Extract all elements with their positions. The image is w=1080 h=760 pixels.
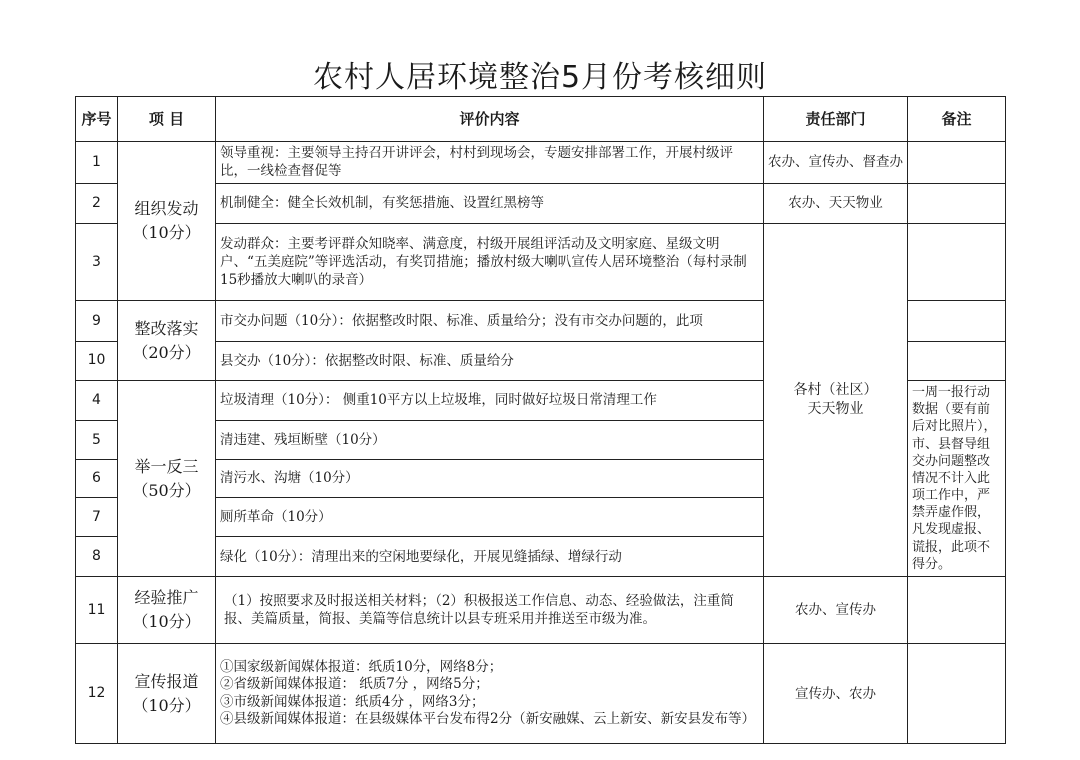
row-number: 2 <box>76 183 118 224</box>
row-number: 6 <box>76 459 118 498</box>
row-number: 12 <box>76 644 118 744</box>
header-seq: 序号 <box>76 97 118 142</box>
header-row <box>76 97 1006 142</box>
table-row <box>76 577 1006 644</box>
header-item: 项 目 <box>118 97 216 142</box>
category-name: 举一反三 <box>134 456 199 476</box>
media-line: ②省级新闻媒体报道： 纸质7分 ，网络5分； <box>220 676 489 693</box>
table-row <box>76 183 1006 224</box>
row-number: 1 <box>76 141 118 183</box>
row-number: 7 <box>76 498 118 537</box>
row-number: 3 <box>76 224 118 301</box>
table-row <box>76 224 1006 301</box>
category-juyi <box>118 380 216 577</box>
header-content: 评价内容 <box>216 97 764 142</box>
row-dept: 农办、天天物业 <box>764 183 908 224</box>
category-score: （20分） <box>132 342 201 362</box>
media-list <box>216 644 764 744</box>
category-name: 经验推广 <box>134 588 199 608</box>
page-title: 农村人居环境整治5月份考核细则 <box>312 60 768 95</box>
row-content: 机制健全：健全长效机制，有奖惩措施、设置红黑榜等 <box>216 183 764 224</box>
row-dept: 农办、宣传办 <box>764 577 908 644</box>
category-name: 整改落实 <box>134 318 199 338</box>
row-remark <box>908 183 1006 224</box>
category-org <box>118 141 216 301</box>
category-pub <box>118 644 216 744</box>
row-number: 11 <box>76 577 118 644</box>
category-score: （10分） <box>132 695 201 715</box>
table-row <box>76 644 1006 744</box>
row-content: 垃圾清理（10分）： 侧重10平方以上垃圾堆，同时做好垃圾日常清理工作 <box>216 380 764 421</box>
row-remark <box>908 342 1006 381</box>
row-dept: 宣传办、农办 <box>764 644 908 744</box>
row-content: （1）按照要求及时报送相关材料；（2）积极报送工作信息、动态、经验做法，注重简报、美篇质量，简报、美篇等信息统计以县专班采用并推送至市级为准。 <box>216 577 764 644</box>
row-content: 清违建、残垣断壁（10分） <box>216 421 764 460</box>
table-row <box>76 141 1006 183</box>
media-line: ③市级新闻媒体报道：纸质4分 ，网络3分； <box>220 693 485 710</box>
category-name: 宣传报道 <box>134 671 199 691</box>
category-score: （10分） <box>132 612 201 632</box>
remark-note: 一周一报行动数据（要有前后对比照片），市、县督导组交办问题整改情况不计入此项工作中，严禁弄虚作假，凡发现虚报、谎报，此项不得分。 <box>908 380 1006 577</box>
row-content: 领导重视：主要领导主持召开讲评会，村村到现场会，专题安排部署工作，开展村级评比，一线检查督促等 <box>216 141 764 183</box>
row-remark <box>908 141 1006 183</box>
category-score: （50分） <box>132 480 201 500</box>
row-content: 县交办（10分）：依据整改时限、标准、质量给分 <box>216 342 764 381</box>
assessment-table <box>75 96 1006 744</box>
row-remark <box>908 577 1006 644</box>
shared-dept: 各村（社区） 天天物业 <box>764 224 908 577</box>
row-number: 10 <box>76 342 118 381</box>
row-dept: 农办、宣传办、督查办 <box>764 141 908 183</box>
media-line: ④县级新闻媒体报道：在县级媒体平台发布得2分（新安融媒、云上新安、新安县发布等） <box>220 711 756 728</box>
category-fix <box>118 301 216 380</box>
row-content: 市交办问题（10分）：依据整改时限、标准、质量给分；没有市交办问题的，此项 <box>216 301 764 342</box>
header-remark: 备注 <box>908 97 1006 142</box>
row-content: 绿化（10分）：清理出来的空闲地要绿化，开展见缝插绿、增绿行动 <box>216 536 764 577</box>
header-dept: 责任部门 <box>764 97 908 142</box>
row-remark <box>908 224 1006 301</box>
row-number: 9 <box>76 301 118 342</box>
row-number: 4 <box>76 380 118 421</box>
category-name: 组织发动 <box>134 199 199 219</box>
category-exp <box>118 577 216 644</box>
row-number: 8 <box>76 536 118 577</box>
row-number: 5 <box>76 421 118 460</box>
row-content: 厕所革命（10分） <box>216 498 764 537</box>
category-score: （10分） <box>132 223 201 243</box>
row-remark <box>908 301 1006 342</box>
row-content: 清污水、沟塘（10分） <box>216 459 764 498</box>
row-content: 发动群众：主要考评群众知晓率、满意度，村级开展组评活动及文明家庭、星级文明户、“五美庭院”等评选活动，有奖罚措施；播放村级大喇叭宣传人居环境整治（每村录制15秒播放大喇叭的录音） <box>216 224 764 301</box>
row-remark <box>908 644 1006 744</box>
media-line: ①国家级新闻媒体报道：纸质10分，网络8分； <box>220 658 503 675</box>
